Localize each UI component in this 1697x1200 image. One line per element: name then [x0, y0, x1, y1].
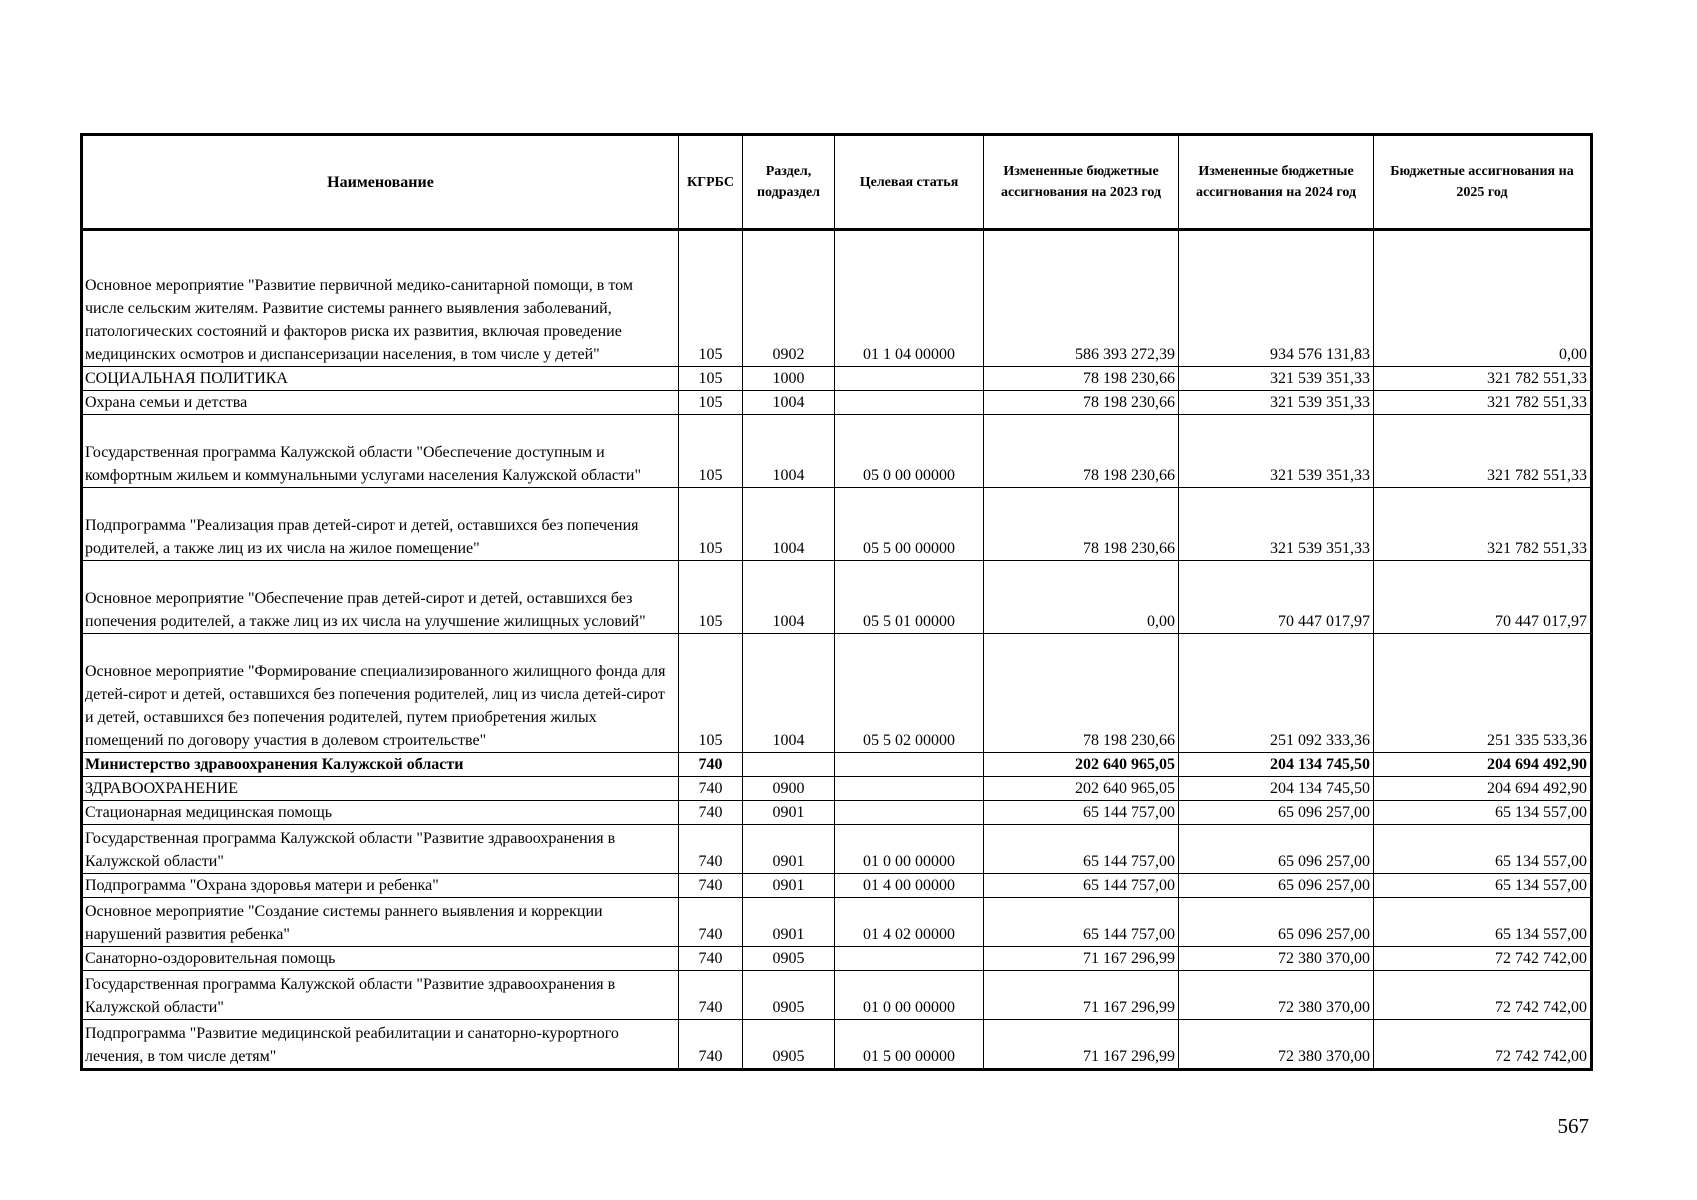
cell-kgrbs: 740 [679, 971, 743, 1020]
table-row [82, 898, 1592, 947]
cell-target: 05 5 01 00000 [835, 561, 984, 634]
cell-name: Подпрограмма "Реализация прав детей-сирот и детей, оставшихся без попечения родителей, а также лиц из их числа на жилое помещение" [82, 488, 679, 561]
cell-target: 05 5 00 00000 [835, 488, 984, 561]
cell-y2025: 65 134 557,00 [1374, 874, 1592, 898]
cell-y2025: 204 694 492,90 [1374, 777, 1592, 801]
table-row [82, 947, 1592, 971]
cell-kgrbs: 740 [679, 753, 743, 777]
cell-y2024: 934 576 131,83 [1179, 230, 1374, 367]
table-row [82, 971, 1592, 1020]
cell-y2024: 72 380 370,00 [1179, 1020, 1374, 1070]
cell-y2023: 65 144 757,00 [984, 898, 1179, 947]
cell-target: 05 0 00 00000 [835, 415, 984, 488]
cell-target [835, 391, 984, 415]
table-row [82, 825, 1592, 874]
cell-y2025: 321 782 551,33 [1374, 488, 1592, 561]
cell-name: Государственная программа Калужской области "Развитие здравоохранения в Калужской области" [82, 825, 679, 874]
cell-section: 0901 [743, 874, 835, 898]
cell-kgrbs: 740 [679, 777, 743, 801]
cell-kgrbs: 105 [679, 367, 743, 391]
cell-name: Подпрограмма "Развитие медицинской реабилитации и санаторно-курортного лечения, в том числе детям" [82, 1020, 679, 1070]
cell-y2025: 0,00 [1374, 230, 1592, 367]
cell-name: ЗДРАВООХРАНЕНИЕ [82, 777, 679, 801]
cell-y2024: 72 380 370,00 [1179, 971, 1374, 1020]
cell-y2024: 204 134 745,50 [1179, 753, 1374, 777]
cell-y2023: 202 640 965,05 [984, 753, 1179, 777]
cell-name: Основное мероприятие "Формирование специализированного жилищного фонда для детей-сирот и детей, оставшихся без попечения родителей, лиц из числа детей-сирот и детей, оставшихся без попечения родителей, путем приобретения жилых помещений по договору участия в долевом строительстве" [82, 634, 679, 753]
cell-y2025: 65 134 557,00 [1374, 825, 1592, 874]
cell-y2023: 78 198 230,66 [984, 367, 1179, 391]
cell-y2024: 70 447 017,97 [1179, 561, 1374, 634]
cell-target: 01 4 00 00000 [835, 874, 984, 898]
cell-kgrbs: 740 [679, 874, 743, 898]
table-row [82, 415, 1592, 488]
header-name: Наименование [82, 135, 679, 230]
cell-section: 0902 [743, 230, 835, 367]
cell-y2025: 72 742 742,00 [1374, 1020, 1592, 1070]
table-row [82, 561, 1592, 634]
cell-y2024: 251 092 333,36 [1179, 634, 1374, 753]
cell-kgrbs: 740 [679, 898, 743, 947]
table-body [82, 230, 1592, 1070]
cell-kgrbs: 105 [679, 230, 743, 367]
cell-y2025: 204 694 492,90 [1374, 753, 1592, 777]
cell-target: 05 5 02 00000 [835, 634, 984, 753]
cell-y2023: 586 393 272,39 [984, 230, 1179, 367]
table-row [82, 230, 1592, 367]
cell-y2023: 71 167 296,99 [984, 947, 1179, 971]
cell-y2024: 65 096 257,00 [1179, 825, 1374, 874]
cell-target: 01 5 00 00000 [835, 1020, 984, 1070]
cell-y2024: 65 096 257,00 [1179, 874, 1374, 898]
header-section: Раздел, подраздел [743, 135, 835, 230]
table-row [82, 367, 1592, 391]
table-row [82, 874, 1592, 898]
cell-y2024: 321 539 351,33 [1179, 415, 1374, 488]
cell-target: 01 0 00 00000 [835, 971, 984, 1020]
cell-y2023: 71 167 296,99 [984, 971, 1179, 1020]
cell-section: 1004 [743, 561, 835, 634]
cell-target [835, 367, 984, 391]
cell-target [835, 801, 984, 825]
cell-y2024: 204 134 745,50 [1179, 777, 1374, 801]
cell-target [835, 753, 984, 777]
header-row [82, 135, 1592, 230]
cell-kgrbs: 105 [679, 561, 743, 634]
cell-y2025: 72 742 742,00 [1374, 971, 1592, 1020]
cell-name: Санаторно-оздоровительная помощь [82, 947, 679, 971]
cell-name: Основное мероприятие "Развитие первичной медико-санитарной помощи, в том числе сельским жителям. Развитие системы раннего выявления заболеваний, патологических состояний и факторов риска их развития, включая проведение медицинских осмотров и диспансеризации населения, в том числе у детей" [82, 230, 679, 367]
cell-section: 0901 [743, 825, 835, 874]
cell-y2024: 65 096 257,00 [1179, 898, 1374, 947]
budget-table [80, 133, 1593, 1071]
cell-name: Стационарная медицинская помощь [82, 801, 679, 825]
cell-y2025: 321 782 551,33 [1374, 415, 1592, 488]
cell-target: 01 4 02 00000 [835, 898, 984, 947]
cell-name: СОЦИАЛЬНАЯ ПОЛИТИКА [82, 367, 679, 391]
cell-y2023: 78 198 230,66 [984, 634, 1179, 753]
cell-y2024: 72 380 370,00 [1179, 947, 1374, 971]
table-row [82, 634, 1592, 753]
cell-y2025: 321 782 551,33 [1374, 367, 1592, 391]
table-row [82, 753, 1592, 777]
cell-name: Министерство здравоохранения Калужской области [82, 753, 679, 777]
cell-y2023: 71 167 296,99 [984, 1020, 1179, 1070]
cell-section: 1004 [743, 488, 835, 561]
cell-section: 0901 [743, 801, 835, 825]
header-kgrbs: КГРБС [679, 135, 743, 230]
cell-y2023: 78 198 230,66 [984, 488, 1179, 561]
cell-y2023: 65 144 757,00 [984, 801, 1179, 825]
cell-y2024: 321 539 351,33 [1179, 391, 1374, 415]
cell-target: 01 1 04 00000 [835, 230, 984, 367]
header-2023: Измененные бюджетные ассигнования на 2023 год [984, 135, 1179, 230]
table-row [82, 1020, 1592, 1070]
cell-section: 1000 [743, 367, 835, 391]
table-row [82, 777, 1592, 801]
cell-kgrbs: 740 [679, 801, 743, 825]
table-row [82, 801, 1592, 825]
cell-y2023: 65 144 757,00 [984, 825, 1179, 874]
cell-y2023: 78 198 230,66 [984, 391, 1179, 415]
cell-kgrbs: 105 [679, 415, 743, 488]
cell-section: 0905 [743, 1020, 835, 1070]
cell-name: Государственная программа Калужской области "Развитие здравоохранения в Калужской области" [82, 971, 679, 1020]
cell-y2025: 65 134 557,00 [1374, 898, 1592, 947]
cell-kgrbs: 105 [679, 488, 743, 561]
cell-y2023: 78 198 230,66 [984, 415, 1179, 488]
cell-kgrbs: 740 [679, 825, 743, 874]
cell-name: Подпрограмма "Охрана здоровья матери и ребенка" [82, 874, 679, 898]
cell-section: 1004 [743, 634, 835, 753]
cell-section: 1004 [743, 391, 835, 415]
cell-y2023: 65 144 757,00 [984, 874, 1179, 898]
cell-kgrbs: 740 [679, 947, 743, 971]
cell-y2025: 65 134 557,00 [1374, 801, 1592, 825]
cell-y2023: 202 640 965,05 [984, 777, 1179, 801]
cell-section [743, 753, 835, 777]
table-row [82, 391, 1592, 415]
cell-section: 0905 [743, 947, 835, 971]
cell-target: 01 0 00 00000 [835, 825, 984, 874]
cell-name: Охрана семьи и детства [82, 391, 679, 415]
cell-name: Основное мероприятие "Создание системы раннего выявления и коррекции нарушений развития ребенка" [82, 898, 679, 947]
cell-section: 0901 [743, 898, 835, 947]
page-number: 567 [1557, 1114, 1589, 1138]
cell-kgrbs: 740 [679, 1020, 743, 1070]
cell-section: 1004 [743, 415, 835, 488]
cell-y2023: 0,00 [984, 561, 1179, 634]
cell-name: Основное мероприятие "Обеспечение прав детей-сирот и детей, оставшихся без попечения родителей, а также лиц из их числа на улучшение жилищных условий" [82, 561, 679, 634]
header-2024: Измененные бюджетные ассигнования на 2024 год [1179, 135, 1374, 230]
header-2025: Бюджетные ассигнования на 2025 год [1374, 135, 1592, 230]
cell-name: Государственная программа Калужской области "Обеспечение доступным и комфортным жильем и коммунальными услугами населения Калужской области" [82, 415, 679, 488]
header-target: Целевая статья [835, 135, 984, 230]
cell-y2025: 72 742 742,00 [1374, 947, 1592, 971]
cell-kgrbs: 105 [679, 634, 743, 753]
cell-target [835, 777, 984, 801]
cell-section: 0905 [743, 971, 835, 1020]
cell-section: 0900 [743, 777, 835, 801]
cell-y2025: 321 782 551,33 [1374, 391, 1592, 415]
cell-y2024: 321 539 351,33 [1179, 367, 1374, 391]
cell-y2024: 65 096 257,00 [1179, 801, 1374, 825]
cell-y2024: 321 539 351,33 [1179, 488, 1374, 561]
cell-y2025: 251 335 533,36 [1374, 634, 1592, 753]
cell-kgrbs: 105 [679, 391, 743, 415]
cell-target [835, 947, 984, 971]
cell-y2025: 70 447 017,97 [1374, 561, 1592, 634]
table-row [82, 488, 1592, 561]
